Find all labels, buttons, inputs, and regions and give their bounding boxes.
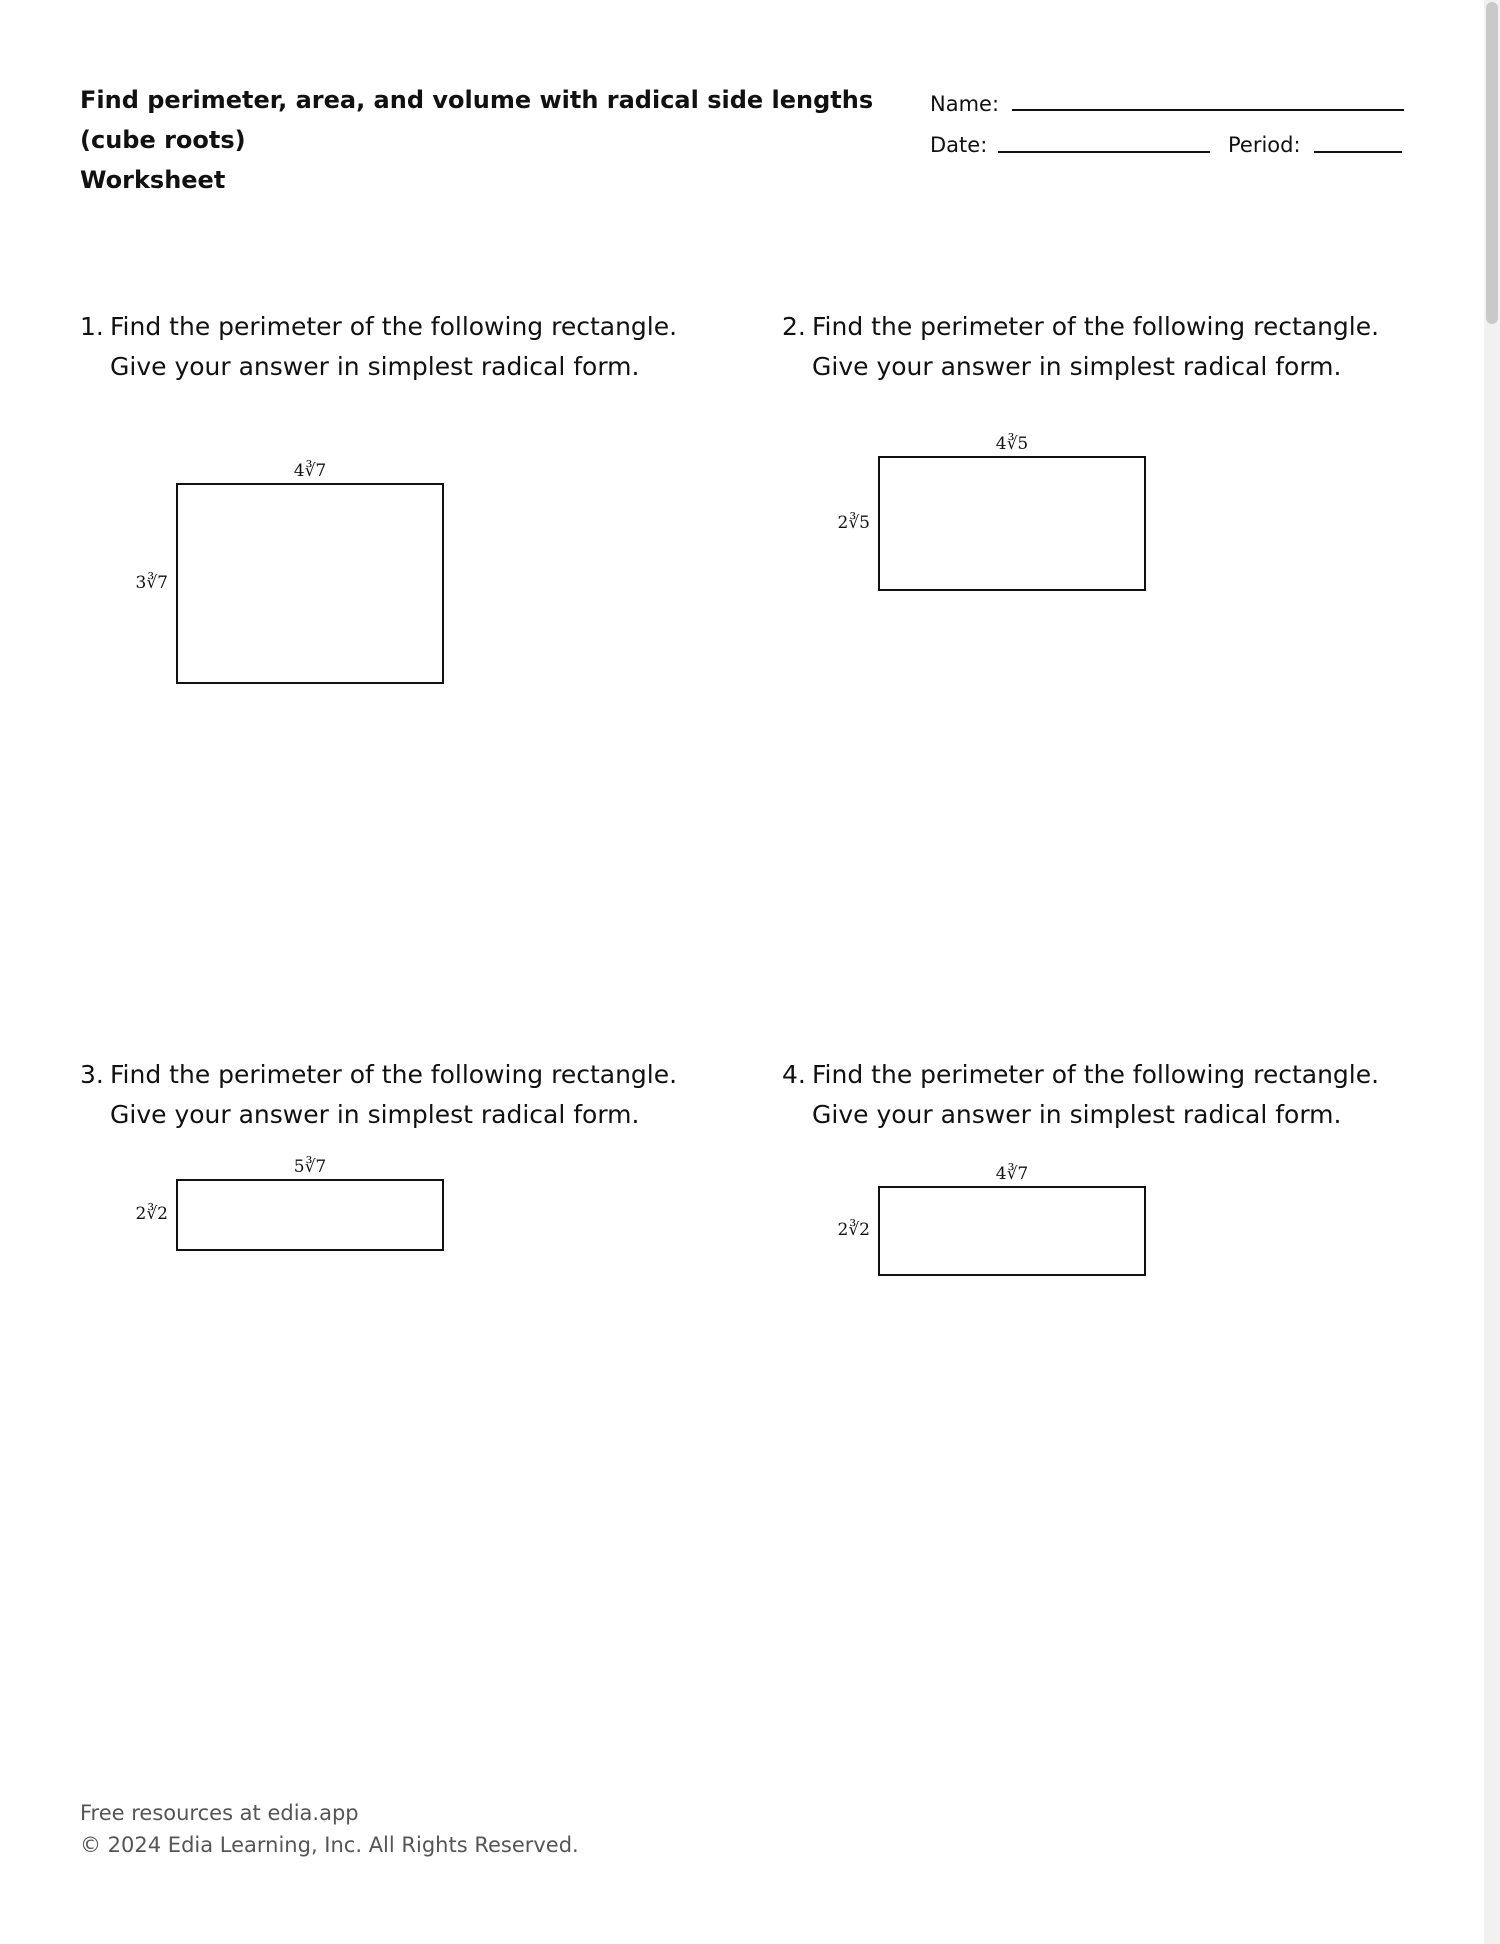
rectangle-3-width-label: 5∛7	[293, 1157, 327, 1177]
rectangle-3	[176, 1179, 444, 1251]
rectangle-2	[878, 456, 1146, 591]
footer-copyright: © 2024 Edia Learning, Inc. All Rights Reserved.	[80, 1833, 579, 1857]
problem-number: 3.	[80, 1060, 104, 1089]
title-line-2: (cube roots)	[80, 126, 246, 154]
scrollbar-thumb[interactable]	[1486, 2, 1498, 324]
problem-instruction-2: Give your answer in simplest radical form.	[110, 352, 640, 381]
problem-instruction-2: Give your answer in simplest radical form.	[812, 352, 1342, 381]
footer	[80, 1797, 579, 1861]
rectangle-3-height-label: 2∛2	[135, 1204, 168, 1224]
problem-instruction: Find the perimeter of the following rectangle.	[110, 312, 678, 341]
date-field[interactable]	[998, 151, 1210, 153]
title-line-3: Worksheet	[80, 166, 226, 194]
problem-1	[80, 307, 677, 387]
problem-number: 4.	[782, 1060, 806, 1089]
problem-instruction: Find the perimeter of the following rectangle.	[110, 1060, 678, 1089]
scrollbar[interactable]	[1484, 0, 1500, 1944]
rectangle-1-width-label: 4∛7	[293, 461, 327, 481]
problem-3	[80, 1055, 677, 1135]
rectangle-1	[176, 483, 444, 684]
problem-number: 2.	[782, 312, 806, 341]
problem-4	[782, 1055, 1379, 1135]
problem-2	[782, 307, 1379, 387]
rectangle-4-height-label: 2∛2	[837, 1220, 870, 1240]
name-field[interactable]	[1012, 109, 1404, 111]
problem-instruction: Find the perimeter of the following rectangle.	[812, 312, 1380, 341]
period-field[interactable]	[1314, 151, 1402, 153]
footer-resources: Free resources at edia.app	[80, 1801, 359, 1825]
rectangle-2-width-label: 4∛5	[995, 434, 1029, 454]
rectangle-1-height-label: 3∛7	[135, 573, 168, 593]
date-label: Date:	[930, 133, 988, 157]
name-label: Name:	[930, 92, 1000, 116]
title-line-1: Find perimeter, area, and volume with radical side lengths	[80, 86, 874, 114]
rectangle-4-width-label: 4∛7	[995, 1164, 1029, 1184]
rectangle-2-height-label: 2∛5	[837, 513, 870, 533]
rectangle-4	[878, 1186, 1146, 1276]
period-label: Period:	[1228, 133, 1301, 157]
problem-number: 1.	[80, 312, 104, 341]
problem-instruction: Find the perimeter of the following rectangle.	[812, 1060, 1380, 1089]
problem-instruction-2: Give your answer in simplest radical form.	[110, 1100, 640, 1129]
worksheet-title	[80, 80, 874, 200]
problem-instruction-2: Give your answer in simplest radical form.	[812, 1100, 1342, 1129]
